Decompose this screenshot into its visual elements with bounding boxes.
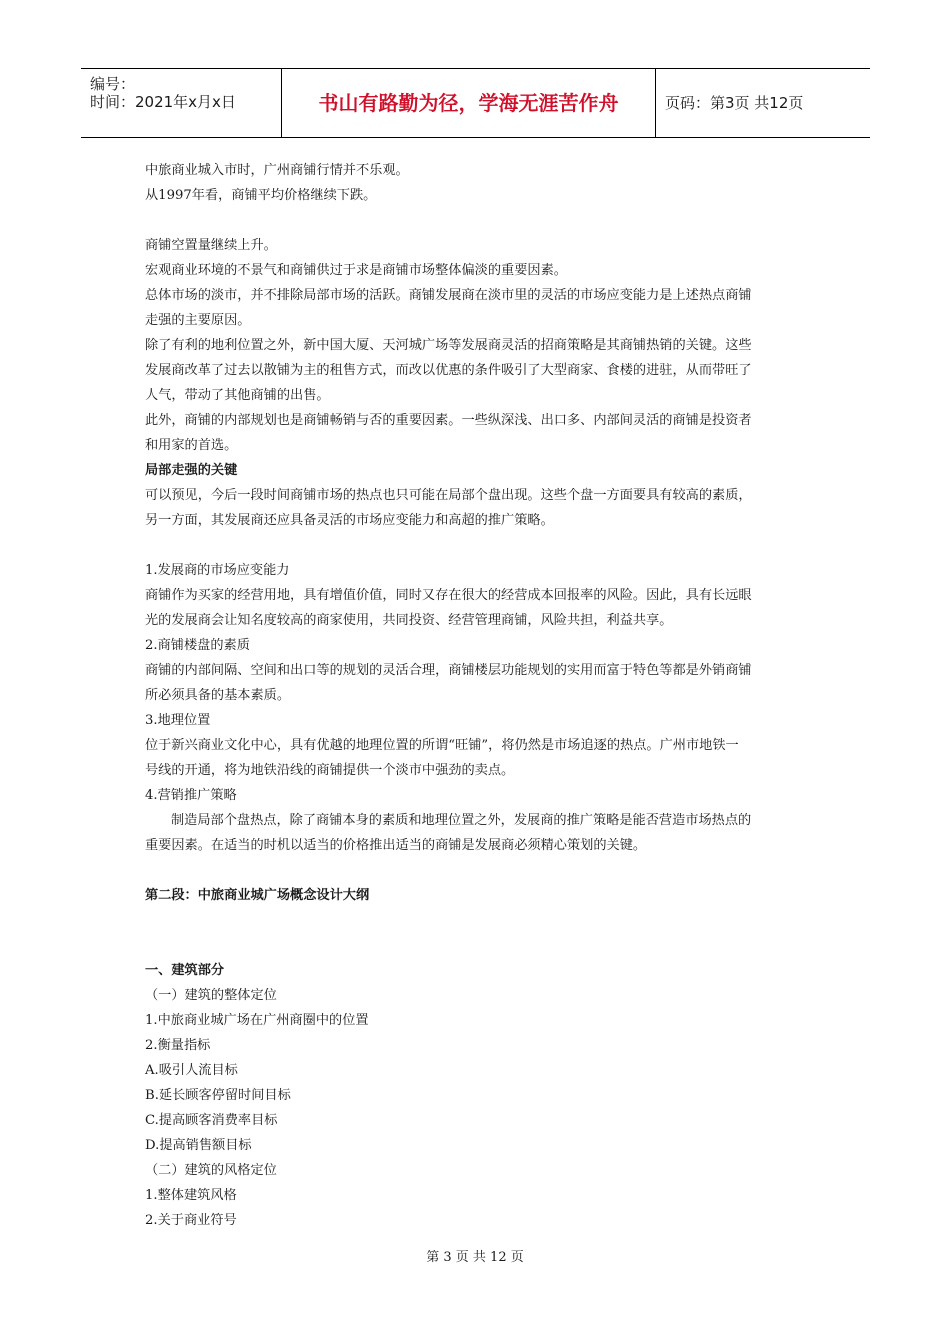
header-meta-cell <box>81 69 282 137</box>
list-item: B.延长顾客停留时间目标 <box>145 1088 291 1103</box>
paragraph: 另一方面，其发展商还应具备灵活的市场应变能力和高超的推广策略。 <box>145 513 554 528</box>
list-item: 2.关于商业符号 <box>145 1213 237 1228</box>
list-item: （二）建筑的风格定位 <box>145 1163 277 1178</box>
paragraph: 此外，商铺的内部规划也是商铺畅销与否的重要因素。一些纵深浅、出口多、内部间灵活的商铺是投资者 <box>145 413 752 428</box>
blank-line <box>145 933 807 958</box>
page-header <box>81 68 870 138</box>
section-heading: 一、建筑部分 <box>145 963 225 978</box>
header-motto: 书山有路勤为径，学海无涯苦作舟 <box>282 69 656 137</box>
paragraph: 走强的主要原因。 <box>145 313 251 328</box>
paragraph: 可以预见，今后一段时间商铺市场的热点也只可能在局部个盘出现。这些个盘一方面要具有较高的素质， <box>145 488 752 503</box>
doc-number-label: 编号： <box>90 75 136 93</box>
paragraph: 人气，带动了其他商铺的出售。 <box>145 388 330 403</box>
list-item: 1.发展商的市场应变能力 <box>145 563 290 578</box>
list-item: 1.中旅商业城广场在广州商圈中的位置 <box>145 1013 369 1028</box>
list-item: D.提高销售额目标 <box>145 1138 252 1153</box>
blank-line <box>145 858 807 883</box>
header-page-number: 页码：第3页 共12页 <box>665 94 804 112</box>
paragraph: 宏观商业环境的不景气和商铺供过于求是商铺市场整体偏淡的重要因素。 <box>145 263 567 278</box>
blank-line <box>145 908 807 933</box>
paragraph: 商铺的内部间隔、空间和出口等的规划的灵活合理，商铺楼层功能规划的实用而富于特色等都是外销商铺 <box>145 663 752 678</box>
paragraph: 和用家的首选。 <box>145 438 238 453</box>
paragraph: 总体市场的淡市，并不排除局部市场的活跃。商铺发展商在淡市里的灵活的市场应变能力是上述热点商铺 <box>145 288 752 303</box>
list-item: 2.商铺楼盘的素质 <box>145 638 250 653</box>
blank-line <box>145 533 807 558</box>
paragraph: 从1997年看，商铺平均价格继续下跌。 <box>145 188 377 203</box>
paragraph: 发展商改革了过去以散铺为主的租售方式，而改以优惠的条件吸引了大型商家、食楼的进驻，从而带旺了 <box>145 363 752 378</box>
document-body <box>145 158 807 1233</box>
paragraph: 中旅商业城入市时，广州商铺行情并不乐观。 <box>145 163 409 178</box>
paragraph: 除了有利的地利位置之外，新中国大厦、天河城广场等发展商灵活的招商策略是其商铺热销的关键。这些 <box>145 338 752 353</box>
blank-line <box>145 208 807 233</box>
list-item: A.吸引人流目标 <box>145 1063 238 1078</box>
list-item: 1.整体建筑风格 <box>145 1188 237 1203</box>
list-item: 2.衡量指标 <box>145 1038 211 1053</box>
paragraph: 商铺作为买家的经营用地，具有增值价值，同时又存在很大的经营成本回报率的风险。因此，具有长远眼 <box>145 588 752 603</box>
paragraph: 所必须具备的基本素质。 <box>145 688 291 703</box>
section-heading: 第二段：中旅商业城广场概念设计大纲 <box>145 888 370 903</box>
paragraph: 光的发展商会让知名度较高的商家使用，共同投资、经营管理商铺，风险共担，利益共享。 <box>145 613 673 628</box>
paragraph: 位于新兴商业文化中心，具有优越的地理位置的所谓“旺铺”，将仍然是市场追逐的热点。广州市地铁一 <box>145 738 739 753</box>
paragraph: 号线的开通，将为地铁沿线的商铺提供一个淡市中强劲的卖点。 <box>145 763 515 778</box>
section-heading: 局部走强的关键 <box>145 463 238 478</box>
paragraph: 重要因素。在适当的时机以适当的价格推出适当的商铺是发展商必须精心策划的关键。 <box>145 838 647 853</box>
list-item: （一）建筑的整体定位 <box>145 988 277 1003</box>
doc-time-label: 时间：2021年x月x日 <box>90 93 236 111</box>
list-item: 4.营销推广策略 <box>145 788 237 803</box>
list-item: C.提高顾客消费率目标 <box>145 1113 278 1128</box>
list-item: 3.地理位置 <box>145 713 211 728</box>
page-footer: 第 3 页 共 12 页 <box>426 1250 524 1265</box>
paragraph: 制造局部个盘热点，除了商铺本身的素质和地理位置之外，发展商的推广策略是能否营造市场热点的 <box>171 813 752 828</box>
paragraph: 商铺空置量继续上升。 <box>145 238 277 253</box>
